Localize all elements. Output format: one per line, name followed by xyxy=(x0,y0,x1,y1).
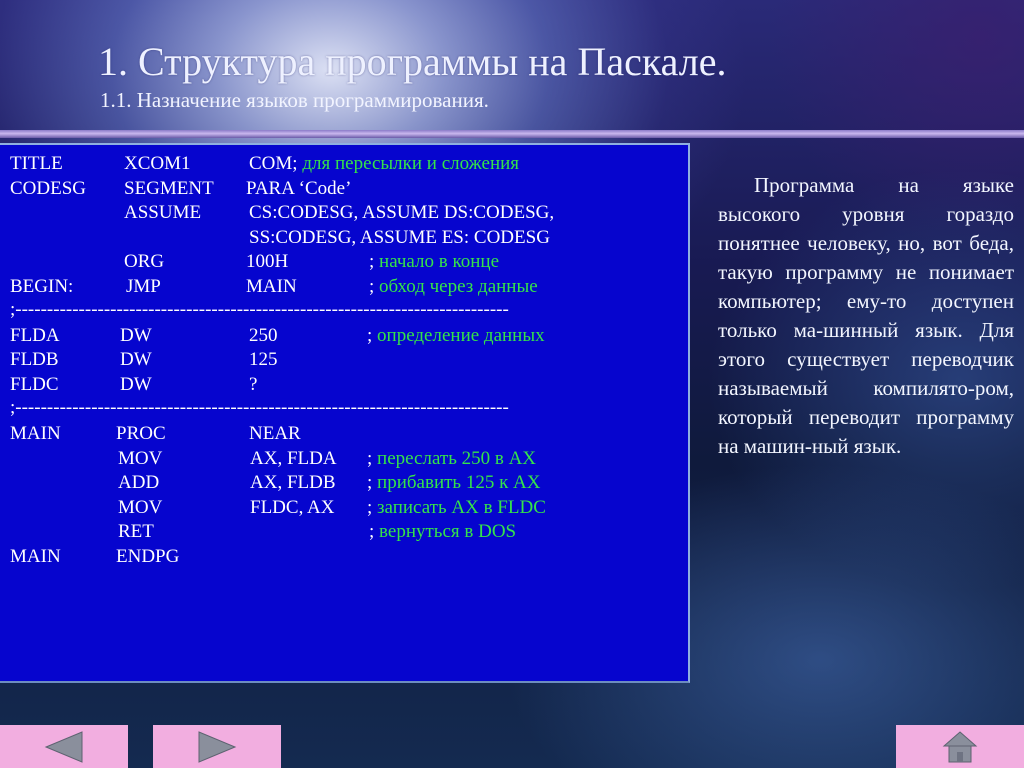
code-op: PROC xyxy=(116,423,166,444)
code-operand: CS:CODESG, ASSUME DS:CODESG, xyxy=(249,202,555,223)
code-op: ORG xyxy=(124,251,165,272)
code-operand: AX, FLDB xyxy=(250,472,336,493)
code-listing xyxy=(0,143,690,683)
code-op: ENDPG xyxy=(116,546,180,567)
code-comment: ; обход через данные xyxy=(369,276,538,297)
side-description: Программа на языке высокого уровня гораздо понятнее человеку, но, вот беда, такую программу не понимает компьютер; ему-то доступен только ма-шинный язык. Для этого существует переводчик называемый компилято-ром, который переводит программу на машин-ный язык. xyxy=(718,173,1014,458)
code-operand: NEAR xyxy=(249,423,301,444)
home-icon xyxy=(942,730,978,764)
code-op: SEGMENT xyxy=(124,178,214,199)
code-op: DW xyxy=(120,349,152,370)
home-button[interactable] xyxy=(896,725,1024,768)
code-operand: PARA ‘Code’ xyxy=(246,178,352,199)
code-comment: ; переслать 250 в AX xyxy=(367,448,537,469)
title-divider xyxy=(0,130,1024,138)
code-operand: 250 xyxy=(249,325,278,346)
code-label: TITLE xyxy=(10,153,63,174)
code-comment: ; начало в конце xyxy=(369,251,500,272)
code-label: FLDC xyxy=(10,374,59,395)
code-label: MAIN xyxy=(10,546,61,567)
code-label: CODESG xyxy=(10,178,87,199)
code-operand: SS:CODESG, ASSUME ES: CODESG xyxy=(249,227,550,248)
code-label: MAIN xyxy=(10,423,61,444)
code-op: DW xyxy=(120,325,152,346)
code-operand: 100H xyxy=(246,251,289,272)
slide-subtitle: 1.1. Назначение языков программирования. xyxy=(100,88,489,112)
code-op: XCOM1 xyxy=(124,153,191,174)
code-op: MOV xyxy=(118,448,163,469)
code-op: DW xyxy=(120,374,152,395)
code-operand: 125 xyxy=(249,349,278,370)
code-comment: ; определение данных xyxy=(367,325,545,346)
code-comment: для пересылки и сложения xyxy=(302,153,520,174)
separator-line: ;------------------------------------------------------------------------------ xyxy=(10,397,509,418)
code-op: ADD xyxy=(118,472,160,493)
code-label: BEGIN: xyxy=(10,276,74,297)
left-arrow-icon xyxy=(42,730,86,764)
code-comment: ; прибавить 125 к AX xyxy=(367,472,541,493)
code-comment: ; записать AX в FLDC xyxy=(367,497,546,518)
code-op: MOV xyxy=(118,497,163,518)
separator-line: ;------------------------------------------------------------------------------ xyxy=(10,299,509,320)
slide-title: 1. Структура программы на Паскале. xyxy=(98,39,727,84)
code-operand: FLDC, AX xyxy=(250,497,335,518)
right-arrow-icon xyxy=(195,730,239,764)
code-label: FLDB xyxy=(10,349,59,370)
prev-slide-button[interactable] xyxy=(0,725,128,768)
code-op: RET xyxy=(118,521,154,542)
code-operand: MAIN xyxy=(246,276,297,297)
code-label: FLDA xyxy=(10,325,60,346)
code-comment: ; вернуться в DOS xyxy=(369,521,517,542)
next-slide-button[interactable] xyxy=(153,725,281,768)
code-operand: AX, FLDA xyxy=(250,448,337,469)
code-operand: ? xyxy=(249,374,258,395)
code-operand: COM; для пересылки и сложения xyxy=(249,153,520,174)
code-op: ASSUME xyxy=(124,202,202,223)
code-op: JMP xyxy=(126,276,161,297)
